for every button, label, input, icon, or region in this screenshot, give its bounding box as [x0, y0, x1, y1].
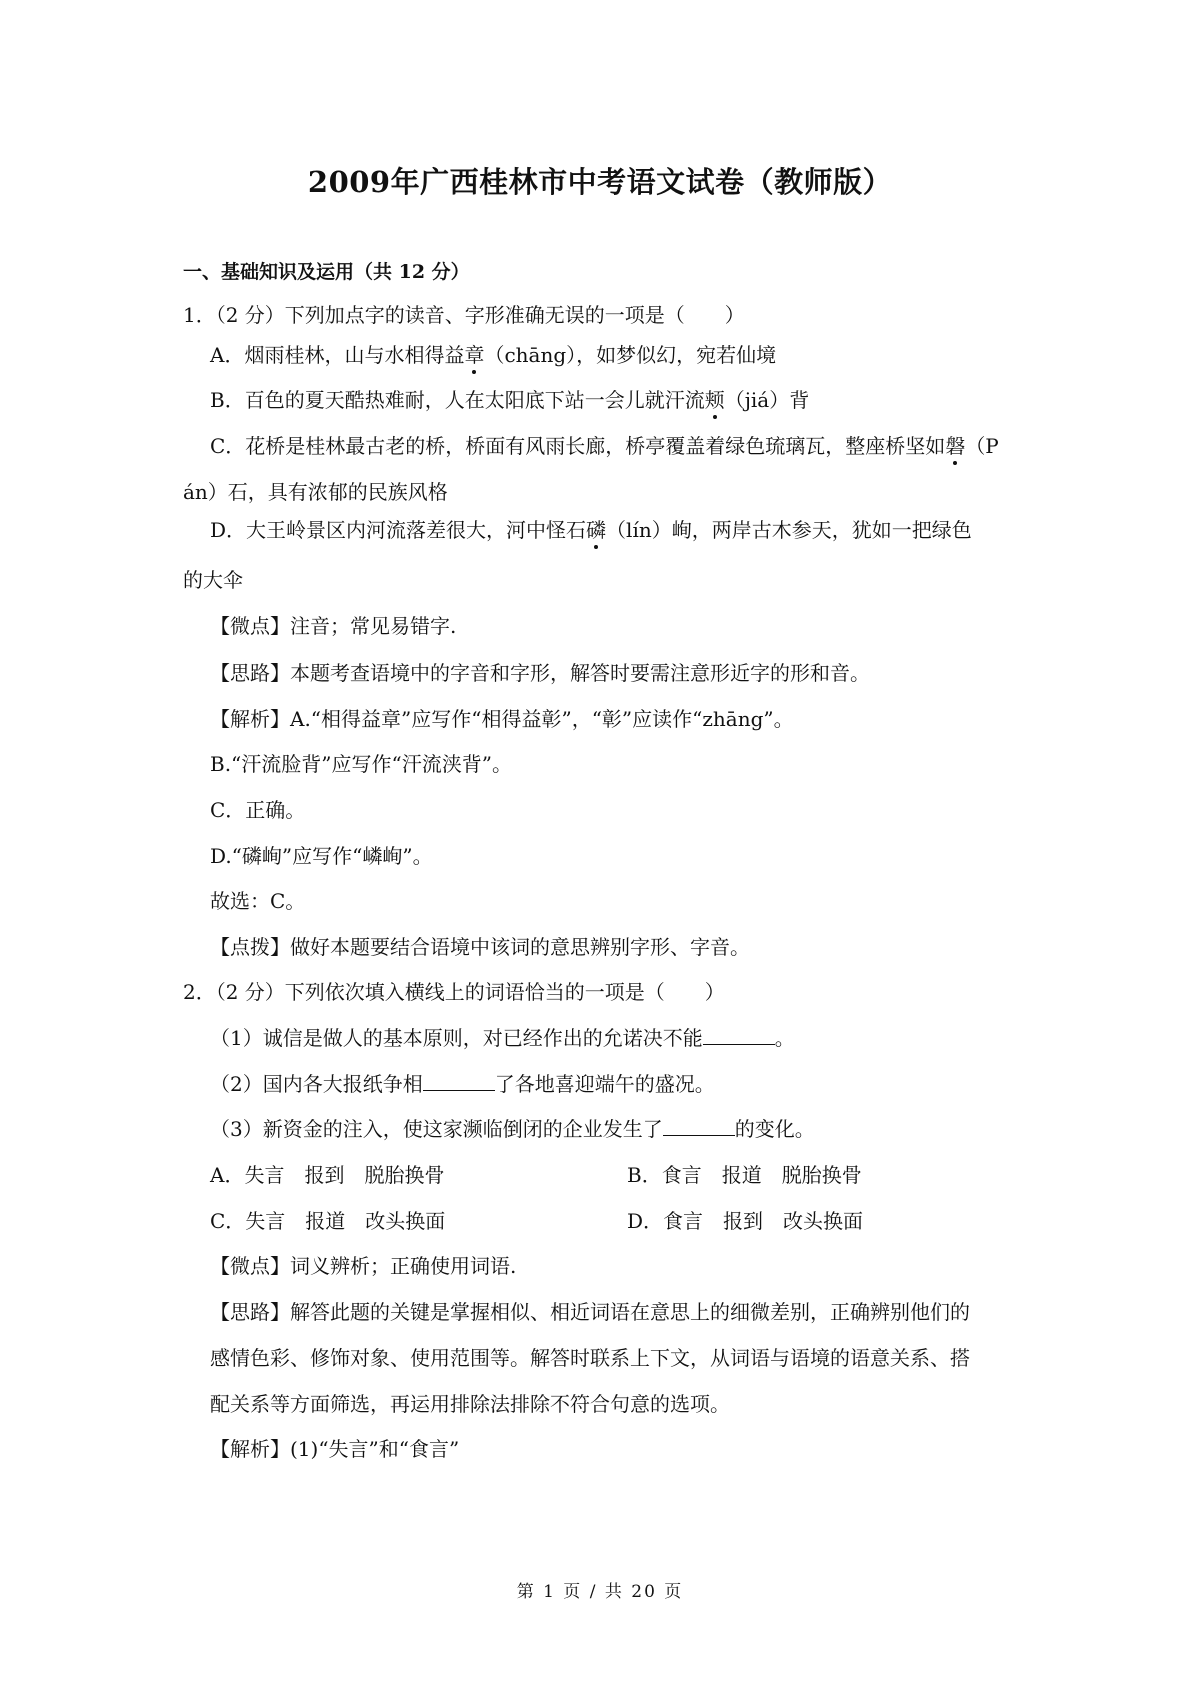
- q1-option-c-text: C．花桥是桂林最古老的桥，桥面有风雨长廊，桥亭覆盖着绿色琉璃瓦，整座桥坚如: [210, 434, 946, 458]
- tag-label: 【解析】: [210, 707, 290, 731]
- q1-option-a-rest: （chāng），如梦似幻，宛若仙境: [484, 343, 777, 367]
- q1-option-b-rest: （jiá）背: [724, 388, 810, 412]
- q1-option-a-text: A．烟雨桂林，山与水相得益: [210, 343, 465, 367]
- fill-blank: [703, 1024, 775, 1045]
- tag-text: 做好本题要结合语境中该词的意思辨别字形、字音。: [290, 935, 750, 959]
- dotted-char: 章: [464, 343, 485, 367]
- q2-option-d: D．食言 报到 改头换面: [627, 1209, 864, 1233]
- sentence-text: （3）新资金的注入，使这家濒临倒闭的企业发生了: [210, 1117, 663, 1141]
- sentence-end: 了各地喜迎端午的盛况。: [494, 1072, 715, 1096]
- tag-label: 【点拨】: [210, 935, 290, 959]
- q2-option-a: A．失言 报到 脱胎换骨: [210, 1163, 445, 1187]
- q1-option-b: [210, 386, 809, 414]
- question-2-stem: 2．（2 分）下列依次填入横线上的词语恰当的一项是（ ）: [183, 980, 725, 1004]
- q1-option-d-rest: （lín）峋，两岸古木参天，犹如一把绿色: [606, 518, 972, 542]
- tag-text: 解答此题的关键是掌握相似、相近词语在意思上的细微差别，正确辨别他们的: [290, 1300, 970, 1324]
- tag-label: 【微点】: [210, 1254, 290, 1278]
- q1-option-b-text: B．百色的夏天酷热难耐，人在太阳底下站一会儿就汗流: [210, 388, 705, 412]
- q1-analysis: [210, 705, 794, 733]
- q2-approach-line2: 感情色彩、修饰对象、使用范围等。解答时联系上下文，从词语与语境的语意关系、搭: [210, 1346, 970, 1370]
- tag-label: 【思路】: [210, 1300, 290, 1324]
- page-footer: 第 1 页 / 共 20 页: [516, 1582, 684, 1602]
- q1-analysis-d: D.“磷峋”应写作“嶙峋”。: [210, 844, 433, 868]
- page-title: 2009年广西桂林市中考语文试卷（教师版）: [307, 165, 893, 199]
- fill-blank: [663, 1115, 735, 1136]
- sentence-text: （1）诚信是做人的基本原则，对已经作出的允诺决不能: [210, 1026, 703, 1050]
- q2-approach: [210, 1298, 970, 1326]
- q2-option-c: C．失言 报道 改头换面: [210, 1209, 446, 1233]
- q2-approach-line3: 配关系等方面筛选，再运用排除法排除不符合句意的选项。: [210, 1392, 730, 1416]
- section-heading: 一、基础知识及运用（共 12 分）: [183, 261, 470, 283]
- sentence-end: 的变化。: [734, 1117, 815, 1141]
- sentence-text: （2）国内各大报纸争相: [210, 1072, 423, 1096]
- tag-label: 【微点】: [210, 614, 290, 638]
- q1-option-d: [210, 516, 972, 544]
- q1-analysis-c: C．正确。: [210, 798, 306, 822]
- tag-text: (1)“失言”和“食言”: [290, 1437, 460, 1461]
- tag-text: 词义辨析；正确使用词语.: [290, 1254, 517, 1278]
- q1-option-d-line2: 的大伞: [183, 568, 243, 592]
- q2-sentence-1: [210, 1024, 795, 1052]
- q1-option-a: [210, 341, 776, 369]
- q1-option-c: [210, 432, 999, 460]
- dotted-char: 磷: [586, 518, 607, 542]
- q1-option-d-text: D．大王岭景区内河流落差很大，河中怪石: [210, 518, 587, 542]
- q1-option-c-line2: án）石，具有浓郁的民族风格: [183, 480, 448, 504]
- q2-sentence-3: [210, 1115, 815, 1143]
- sentence-end: 。: [774, 1026, 795, 1050]
- q1-approach: [210, 659, 870, 687]
- q1-knowledge-point: [210, 612, 456, 640]
- q1-analysis-b: B.“汗流脸背”应写作“汗流浃背”。: [210, 752, 512, 776]
- q2-sentence-2: [210, 1070, 715, 1098]
- dotted-char: 磐: [945, 434, 966, 458]
- tag-text: 注音；常见易错字.: [290, 614, 457, 638]
- tag-text: 本题考查语境中的字音和字形，解答时要需注意形近字的形和音。: [290, 661, 870, 685]
- q2-knowledge-point: [210, 1252, 516, 1280]
- question-1-stem: 1．（2 分）下列加点字的读音、字形准确无误的一项是（ ）: [183, 303, 745, 327]
- q1-option-c-rest: （P: [965, 434, 999, 458]
- q2-analysis: [210, 1435, 459, 1463]
- dotted-char: 颊: [704, 388, 725, 412]
- tag-label: 【解析】: [210, 1437, 290, 1461]
- tag-text: A.“相得益章”应写作“相得益彰”，“彰”应读作“zhāng”。: [290, 707, 794, 731]
- q2-option-b: B．食言 报道 脱胎换骨: [627, 1163, 862, 1187]
- q1-answer: 故选：C。: [210, 889, 306, 913]
- tag-label: 【思路】: [210, 661, 290, 685]
- fill-blank: [423, 1070, 495, 1091]
- q1-tip: [210, 933, 750, 961]
